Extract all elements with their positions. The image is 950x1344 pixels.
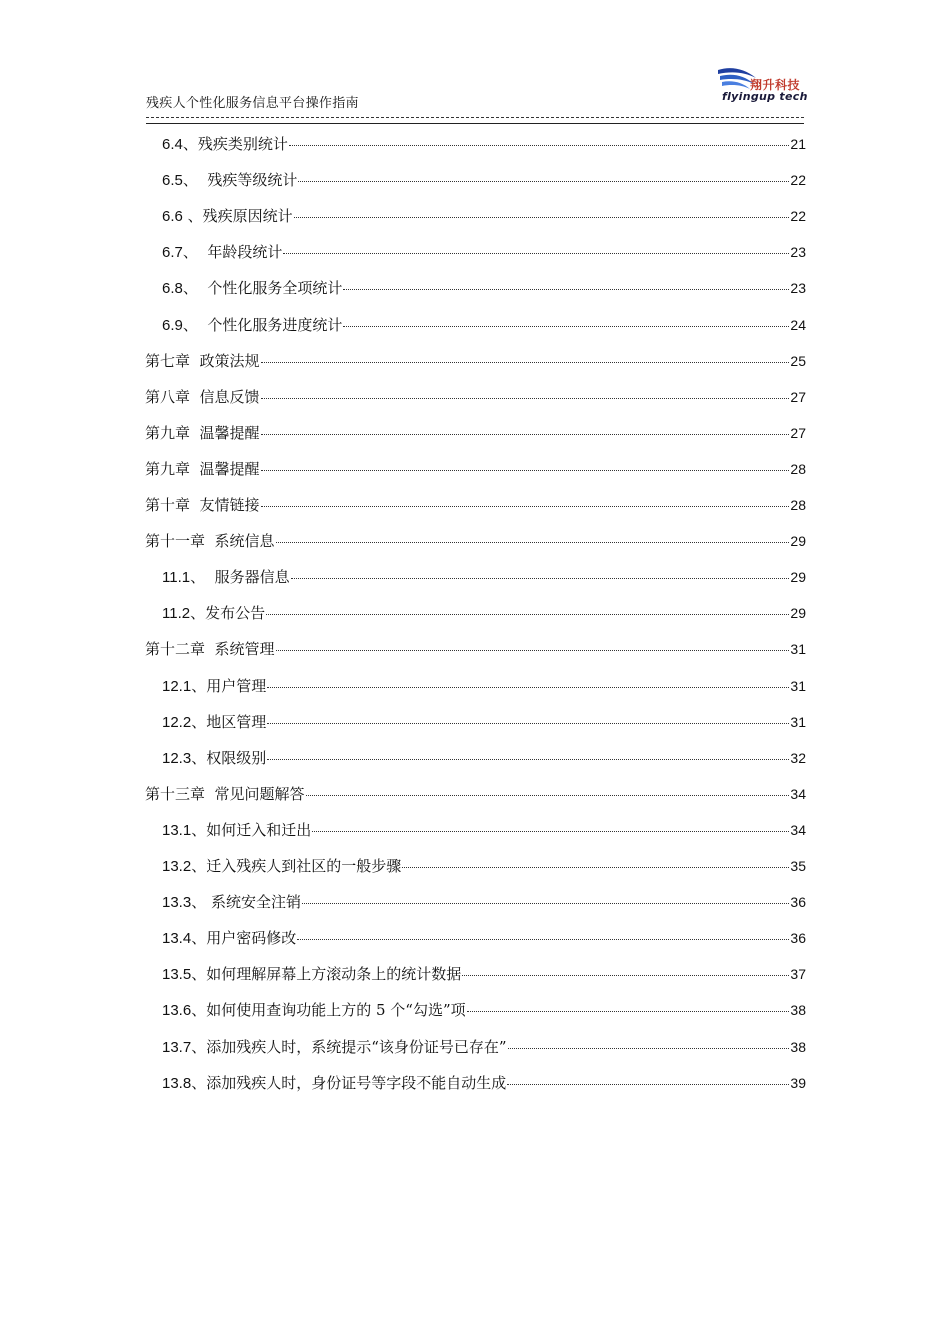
page-header-title: 残疾人个性化服务信息平台操作指南 xyxy=(146,96,359,111)
toc-leader-dots xyxy=(266,614,789,615)
toc-entry[interactable] xyxy=(162,1072,806,1094)
toc-entry-number: 13.8 xyxy=(162,1074,192,1092)
toc-page-number: 38 xyxy=(790,1038,806,1055)
toc-entry[interactable] xyxy=(162,314,806,336)
toc-entry-label xyxy=(162,566,290,587)
toc-page-number: 34 xyxy=(790,785,806,802)
toc-entry-label xyxy=(162,855,401,876)
toc-entry[interactable] xyxy=(162,277,806,299)
toc-entry-label xyxy=(145,458,260,479)
toc-page-number: 21 xyxy=(790,136,806,152)
toc-entry[interactable] xyxy=(145,783,806,805)
toc-entry-number: 12.3 xyxy=(162,749,192,767)
toc-leader-dots xyxy=(261,362,790,363)
toc-page-number: 31 xyxy=(790,713,806,730)
toc-entry[interactable] xyxy=(162,566,806,588)
logo-english-text: flyingup tech xyxy=(722,90,808,103)
toc-leader-dots xyxy=(402,867,789,868)
toc-entry[interactable] xyxy=(162,169,806,191)
toc-page-number: 23 xyxy=(790,244,806,261)
toc-entry[interactable] xyxy=(162,855,806,877)
toc-page-number: 36 xyxy=(790,930,806,947)
header-dashed-rule xyxy=(146,117,804,118)
toc-page-number: 29 xyxy=(790,533,806,550)
toc-page-number: 28 xyxy=(790,497,806,513)
logo-chinese-text: 翔升科技 xyxy=(750,78,801,92)
toc-leader-dots xyxy=(312,831,789,832)
toc-entry-number: 6.4 xyxy=(162,136,183,153)
toc-entry-text: 、如何迁入和迁出 xyxy=(191,820,312,839)
toc-leader-dots xyxy=(343,289,789,290)
toc-entry-text: 、残疾类别统计 xyxy=(182,135,288,153)
toc-page-number: 35 xyxy=(790,858,806,874)
toc-entry-label xyxy=(162,133,288,154)
toc-entry[interactable] xyxy=(145,458,806,480)
toc-entry[interactable] xyxy=(145,350,806,372)
toc-entry-text: 、迁入残疾人到社区的一般步骤 xyxy=(191,857,402,875)
toc-entry-number: 13.2 xyxy=(162,858,192,875)
toc-entry-label xyxy=(145,386,260,407)
toc-entry-number: 6.7 xyxy=(162,244,183,262)
toc-entry-text: 、 残疾等级统计 xyxy=(182,171,298,190)
toc-leader-dots xyxy=(297,939,789,940)
toc-leader-dots xyxy=(291,578,790,579)
toc-entry-text: 第十三章 常见问题解答 xyxy=(145,784,305,803)
toc-leader-dots xyxy=(261,470,790,471)
toc-entry-number: 11.1 xyxy=(162,569,191,587)
toc-entry-label xyxy=(162,1036,507,1057)
toc-entry-label xyxy=(162,891,301,912)
toc-page-number: 34 xyxy=(790,821,806,838)
toc-entry-label xyxy=(145,783,305,804)
toc-entry-label xyxy=(162,277,342,298)
toc-leader-dots xyxy=(306,795,790,796)
toc-entry-number: 6.5 xyxy=(162,172,183,190)
toc-entry-text: 第十一章 系统信息 xyxy=(145,532,275,551)
toc-entry[interactable] xyxy=(162,747,806,769)
toc-page-number: 27 xyxy=(790,424,806,441)
toc-entry-text: 第十二章 系统管理 xyxy=(145,640,275,659)
toc-leader-dots xyxy=(267,687,789,688)
header-solid-rule xyxy=(146,123,804,124)
toc-entry[interactable] xyxy=(162,891,806,913)
toc-entry[interactable] xyxy=(162,241,806,263)
toc-entry-text: 第八章 信息反馈 xyxy=(145,387,260,406)
toc-entry-text: 、用户管理 xyxy=(191,676,267,695)
toc-leader-dots xyxy=(267,759,789,760)
toc-entry-label xyxy=(162,747,266,768)
toc-page-number: 36 xyxy=(790,894,806,911)
toc-entry-label xyxy=(162,314,342,335)
toc-page-number: 23 xyxy=(790,280,806,297)
toc-page-number: 24 xyxy=(790,316,806,333)
toc-entry-label xyxy=(162,602,265,623)
toc-leader-dots xyxy=(462,975,789,976)
toc-entry[interactable] xyxy=(145,530,806,552)
toc-leader-dots xyxy=(267,723,789,724)
toc-entry-label xyxy=(162,1072,506,1093)
toc-page-number: 22 xyxy=(790,172,806,189)
toc-leader-dots xyxy=(507,1084,789,1085)
toc-entry-text: 、 个性化服务全项统计 xyxy=(182,279,343,298)
toc-entry-text: 、 系统安全注销 xyxy=(191,893,301,912)
toc-entry[interactable] xyxy=(145,638,806,660)
toc-entry-text: 、如何使用查询功能上方的 5 个“勾选”项 xyxy=(191,1001,466,1020)
toc-entry-number: 13.6 xyxy=(162,1002,192,1020)
toc-leader-dots xyxy=(261,434,790,435)
toc-entry[interactable] xyxy=(162,819,806,841)
toc-leader-dots xyxy=(289,145,790,146)
toc-entry-text: 、权限级别 xyxy=(191,748,267,767)
toc-entry-text: 、添加残疾人时，身份证号等字段不能自动生成 xyxy=(191,1073,507,1092)
toc-page-number: 39 xyxy=(790,1074,806,1091)
toc-entry-number: 6.6 xyxy=(162,208,183,226)
toc-entry-text: 、用户密码修改 xyxy=(191,929,297,948)
toc-entry-label xyxy=(162,819,311,840)
toc-page-number: 31 xyxy=(790,641,806,658)
toc-entry-label xyxy=(162,963,461,984)
toc-page-number: 25 xyxy=(790,352,806,369)
toc-entry[interactable] xyxy=(162,711,806,733)
toc-entry-text: 、地区管理 xyxy=(191,712,267,731)
toc-entry[interactable] xyxy=(145,386,806,408)
toc-entry-text: 、 年龄段统计 xyxy=(182,243,283,262)
toc-leader-dots xyxy=(343,326,789,327)
toc-page-number: 31 xyxy=(790,677,806,694)
toc-entry-number: 6.8 xyxy=(162,280,183,298)
toc-entry-number: 13.4 xyxy=(162,930,192,948)
toc-entry-label xyxy=(145,638,275,659)
toc-entry-label xyxy=(162,241,282,262)
toc-leader-dots xyxy=(508,1048,790,1049)
toc-page-number: 37 xyxy=(790,966,806,983)
toc-entry[interactable] xyxy=(145,494,806,516)
toc-entry-number: 13.3 xyxy=(162,894,192,912)
toc-leader-dots xyxy=(261,398,790,399)
toc-leader-dots xyxy=(294,217,790,218)
toc-entry-number: 13.7 xyxy=(162,1038,192,1056)
toc-leader-dots xyxy=(283,253,789,254)
toc-entry-number: 6.9 xyxy=(162,316,183,334)
toc-leader-dots xyxy=(302,903,789,904)
toc-entry[interactable] xyxy=(162,999,806,1021)
toc-entry-label xyxy=(162,927,296,948)
toc-entry-label xyxy=(162,711,266,732)
toc-entry[interactable] xyxy=(162,602,806,624)
toc-leader-dots xyxy=(467,1011,790,1012)
toc-entry-text: 第十章 友情链接 xyxy=(145,496,260,514)
toc-entry[interactable] xyxy=(162,205,806,227)
toc-entry-text: 、发布公告 xyxy=(190,604,266,623)
toc-entry-text: 第七章 政策法规 xyxy=(145,351,260,370)
toc-entry-label xyxy=(145,350,260,371)
toc-entry-number: 11.2 xyxy=(162,605,191,623)
toc-entry-text: 、 个性化服务进度统计 xyxy=(182,315,343,334)
toc-entry-text: 第九章 温馨提醒 xyxy=(145,459,260,478)
toc-entry-text: 、残疾原因统计 xyxy=(182,207,293,226)
toc-entry-text: 、 服务器信息 xyxy=(190,568,290,587)
toc-page-number: 32 xyxy=(790,749,806,766)
toc-page-number: 27 xyxy=(790,388,806,405)
toc-entry-label xyxy=(145,494,260,515)
toc-page-number: 29 xyxy=(790,569,806,586)
toc-page-number: 22 xyxy=(790,208,806,225)
toc-leader-dots xyxy=(298,181,789,182)
company-logo xyxy=(716,66,806,106)
toc-entry-label xyxy=(162,675,266,696)
toc-entry-number: 12.1 xyxy=(162,677,192,695)
toc-entry-text: 第九章 温馨提醒 xyxy=(145,423,260,442)
toc-entry[interactable] xyxy=(162,1036,806,1058)
toc-page-number: 29 xyxy=(790,605,806,622)
toc-page-number: 28 xyxy=(790,460,806,477)
toc-entry-number: 13.1 xyxy=(162,821,192,839)
toc-entry-number: 13.5 xyxy=(162,966,192,984)
toc-entry-label xyxy=(145,530,275,551)
toc-entry-label xyxy=(162,999,466,1020)
toc-entry[interactable] xyxy=(162,675,806,697)
toc-leader-dots xyxy=(276,650,790,651)
toc-entry-label xyxy=(162,169,297,190)
toc-entry[interactable] xyxy=(162,927,806,949)
toc-entry[interactable] xyxy=(162,133,806,155)
toc-entry-text: 、添加残疾人时，系统提示“该身份证号已存在” xyxy=(191,1037,507,1056)
toc-entry[interactable] xyxy=(145,422,806,444)
toc-leader-dots xyxy=(261,506,790,507)
toc-entry-text: 、如何理解屏幕上方滚动条上的统计数据 xyxy=(191,965,462,984)
toc-entry-number: 12.2 xyxy=(162,713,192,731)
toc-page-number: 38 xyxy=(790,1002,806,1019)
toc-leader-dots xyxy=(276,542,790,543)
toc-entry-label xyxy=(162,205,293,226)
toc-entry-label xyxy=(145,422,260,443)
toc-entry[interactable] xyxy=(162,963,806,985)
